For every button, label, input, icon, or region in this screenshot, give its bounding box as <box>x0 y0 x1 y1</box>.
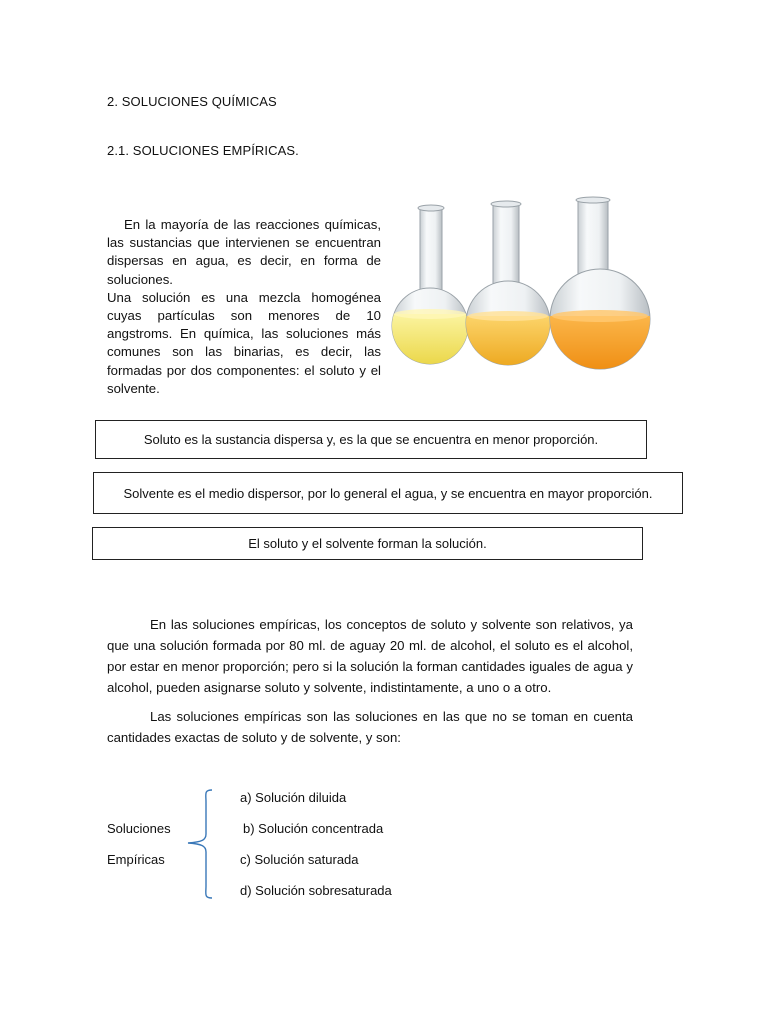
flask-yellow <box>390 205 470 374</box>
list-item-a: a) Solución diluida <box>240 790 347 805</box>
list-item-c: c) Solución saturada <box>240 852 359 867</box>
list-item-b: b) Solución concentrada <box>243 821 384 836</box>
soluto-definition-box <box>95 420 647 459</box>
flask-orange <box>545 197 655 376</box>
solvente-definition-box <box>93 472 683 514</box>
classification-label-line1: Soluciones <box>107 821 171 836</box>
list-item-d: d) Solución sobresaturada <box>240 883 392 898</box>
intro-paragraph-2: Una solución es una mezcla homogénea cuyas partículas son menores de 10 angstroms. En química, las soluciones más comunes son las binarias, es decir, las formadas por dos componentes: el soluto y el solvente. <box>107 289 381 396</box>
intro-text <box>107 216 381 398</box>
classification-label-line2: Empíricas <box>107 852 165 867</box>
body-paragraph-1: En las soluciones empíricas, los conceptos de soluto y solvente son relativos, ya que una solución formada por 80 ml. de aguay 20 ml. de alcohol, el soluto es el alcohol, por estar en menor proporción; pero si la solución la forman cantidades iguales de agua y alcohol, pueden asignarse soluto y solvente, indistintamente, a uno o a otro. <box>107 617 633 695</box>
section-heading: 2. SOLUCIONES QUÍMICAS <box>107 94 277 109</box>
soluto-definition-text: Soluto es la sustancia dispersa y, es la que se encuentra en menor proporción. <box>143 432 599 447</box>
curly-brace-icon <box>186 788 216 900</box>
solucion-definition-text: El soluto y el solvente forman la solución. <box>248 536 487 551</box>
subsection-heading: 2.1. SOLUCIONES EMPÍRICAS. <box>107 143 299 158</box>
flask-amber <box>460 201 556 376</box>
body-paragraph-2: Las soluciones empíricas son las soluciones en las que no se toman en cuenta cantidades exactas de soluto y de solvente, y son: <box>107 709 633 745</box>
solvente-definition-text: Solvente es el medio dispersor, por lo general el agua, y se encuentra en mayor proporción. <box>123 485 653 501</box>
solucion-definition-box <box>92 527 643 560</box>
flasks-image <box>390 196 660 396</box>
intro-paragraph-1: En la mayoría de las reacciones químicas, las sustancias que intervienen se encuentran dispersas en agua, es decir, en forma de soluciones. <box>107 217 381 287</box>
